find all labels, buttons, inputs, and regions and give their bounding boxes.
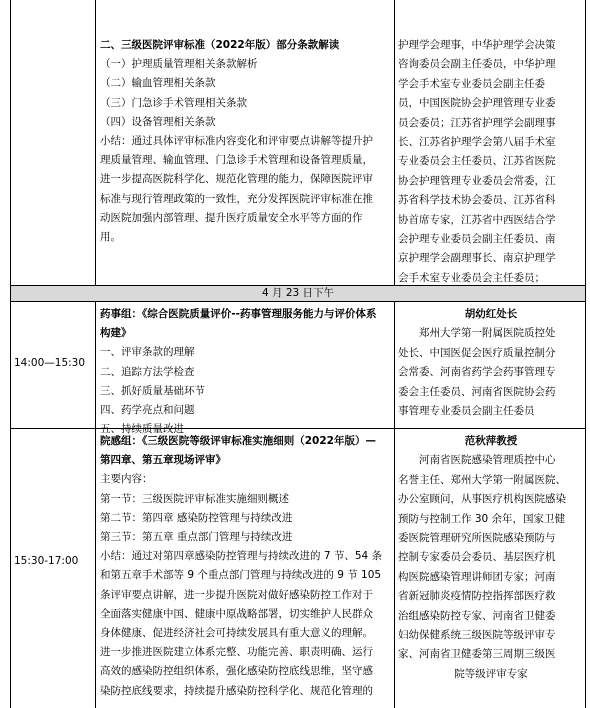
row1-speaker-line: 会护理专业委员会副主任委员、南 xyxy=(398,233,556,246)
row1-speaker-line: 京护理学会副理事长、南京护理学 xyxy=(398,252,556,265)
table-divider-speaker xyxy=(394,0,395,285)
row3-content-line: 主要内容： xyxy=(100,473,153,486)
row3-content-line: 和第五章手术部等 9 个重点部门管理与持续改进的 9 节 105 xyxy=(100,569,382,582)
row2-speaker-line: 会常委、河南省药学会药事管理专 xyxy=(398,366,556,379)
row2-item: 五、持续质量改进 xyxy=(100,423,184,436)
row3-content-line: 第三节：第五章 重点部门管理与持续改进 xyxy=(100,531,293,544)
row1-summary-line: 用。 xyxy=(100,231,121,244)
row2-title-line: 构建》 xyxy=(100,327,132,340)
row3-speaker-line: 委医院管理研究所医院感染预防与 xyxy=(398,532,556,545)
row1-content-cell xyxy=(100,36,392,247)
row2-speaker-line: 事管理专业委员会副主任委员 xyxy=(398,405,535,418)
row3-content-line: 染防控底线要求，持续提升感染防控科学化、规范化管理的 xyxy=(100,684,373,697)
row3-content-line: 第二节：第四章 感染防控管理与持续改进 xyxy=(100,511,293,524)
row2-item: 四、药学亮点和问题 xyxy=(100,404,195,417)
row3-content-line: 第一节：三级医院评审标准实施细则概述 xyxy=(100,492,289,505)
row3-speaker-line: 院等级评审专家 xyxy=(454,667,528,680)
row1-summary-line: 理质量管理、输血管理、门急诊手术管理和设备管理质量， xyxy=(100,154,373,167)
row2-item: 二、追踪方法学检查 xyxy=(100,365,195,378)
row3-speaker-line: 妇幼保健系统三级医院等级评审专 xyxy=(398,629,556,642)
row1-speaker-line: 协会护理管理专业委员会常委，江 xyxy=(398,174,556,187)
table-border-right xyxy=(585,0,586,708)
row1-item: （三）门急诊手术管理相关条款 xyxy=(100,96,247,109)
row3-speaker-line: 名誉主任、郑州大学第一附属医院、 xyxy=(398,473,566,486)
row1-speaker-line: 会手术室专业委员会主任委员； xyxy=(398,271,545,284)
row2-content-cell xyxy=(100,305,392,439)
row3-content-line: 条评审要点讲解，进一步提升医院对做好感染防控工作对于 xyxy=(100,588,373,601)
row1-speaker-line: 咨询委员会副主任委员，中华护理 xyxy=(398,58,556,71)
row3-content-line: 全面落实健康中国、健康中原战略部署，切实维护人民群众 xyxy=(100,607,373,620)
row3-speaker-line: 办公室顾问，从事医疗机构医院感染 xyxy=(398,493,566,506)
row3-speaker-line: 治组感染防控专家、河南省卫健委 xyxy=(398,609,556,622)
row1-item: （二）输血管理相关条款 xyxy=(100,77,216,90)
row3-speaker-line: 构医院感染管理讲师团专家；河南 xyxy=(398,570,556,583)
row1-speaker-line: 专业委员会主任委员、江苏省医院 xyxy=(398,155,556,168)
row3-content-cell xyxy=(100,432,392,701)
row3-content-line: 高效的感染防控组织体系，强化感染防控底线思维，坚守感 xyxy=(100,665,373,678)
row1-speaker-line: 员会委员；江苏省护理学会副理事 xyxy=(398,116,556,129)
row3-title-line: 院感组：《三级医院等级评审标准实施细则（2022年版）— xyxy=(100,435,376,447)
row-divider xyxy=(10,301,586,302)
row1-summary-line: 进一步提高医院科学化、规范化管理的能力，保障医院评审 xyxy=(100,173,373,186)
row2-speaker-line: 处长、中国医促会医疗质量控制分 xyxy=(398,346,556,359)
row3-speaker-name: 范秋萍教授 xyxy=(464,435,518,447)
table-divider-speaker xyxy=(394,301,395,708)
row2-title-line: 药事组：《综合医院质量评价--药事管理服务能力与评价体系 xyxy=(100,308,377,320)
row3-content-line: 小结：通过对第四章感染防控管理与持续改进的 7 节、54 条 xyxy=(100,550,383,563)
row3-time: 15:30-17:00 xyxy=(14,555,79,567)
row3-content-line: 身体健康、促进经济社会可持续发展具有重大意义的理解。 xyxy=(100,627,373,640)
row3-speaker-line: 家、河南省卫健委第三周期三级医 xyxy=(398,648,556,661)
row1-item: （四）设备管理相关条款 xyxy=(100,115,216,128)
row1-speaker-cell xyxy=(398,36,584,288)
row3-speaker-line: 河南省医院感染管理质控中心 xyxy=(419,454,556,467)
row1-summary-line: 小结：通过具体评审标准内容变化和评审要点讲解等提升护 xyxy=(100,135,373,148)
row1-speaker-line: 学会手术室专业委员会副主任委 xyxy=(398,77,545,90)
row2-item: 三、抓好质量基础环节 xyxy=(100,384,205,397)
row1-speaker-line: 苏省科学技术协会委员、江苏省科 xyxy=(398,194,556,207)
row3-speaker-line: 省新冠肺炎疫情防控指挥部医疗救 xyxy=(398,590,556,603)
row1-speaker-line: 员，中国医院协会护理管理专业委 xyxy=(398,97,556,110)
row3-speaker-line: 控制专家委员会委员、基层医疗机 xyxy=(398,551,556,564)
row2-speaker-line: 委会主任委员、河南省医院协会药 xyxy=(398,385,556,398)
table-divider-time xyxy=(95,0,96,708)
row1-summary-line: 动医院加强内部管理、提升医疗质量安全水平等方面的作 xyxy=(100,211,363,224)
row2-speaker-line: 郑州大学第一附属医院质控处 xyxy=(419,327,556,340)
row2-item: 一、评审条款的理解 xyxy=(100,346,195,359)
table-border-left xyxy=(10,0,11,708)
row3-title-line: 第四章、第五章现场评审》 xyxy=(100,454,226,467)
row1-item: （一）护理质量管理相关条款解析 xyxy=(100,58,258,71)
row2-speaker-cell xyxy=(398,305,584,421)
row1-title: 二、三级医院评审标准（2022年版）部分条款解读 xyxy=(100,39,340,51)
date-row xyxy=(11,286,585,301)
row1-speaker-line: 长、江苏省护理学会第八届手术室 xyxy=(398,136,556,149)
row1-speaker-line: 协首席专家，江苏省中西医结合学 xyxy=(398,213,556,226)
row3-speaker-line: 预防与控制工作 30 余年，国家卫健 xyxy=(398,512,566,525)
row3-speaker-cell xyxy=(398,432,584,684)
row2-time: 14:00—15:30 xyxy=(14,357,86,369)
row1-summary-line: 标准与现行管理政策的一致性，充分发挥医院评审标准在推 xyxy=(100,192,373,205)
row3-content-line: 进一步推进医院建立体系完整、功能完善、职责明确、运行 xyxy=(100,646,373,659)
row2-speaker-name: 胡幼红处长 xyxy=(464,308,518,320)
date-label: 4 月 23 日下午 xyxy=(261,287,335,299)
row1-speaker-line: 护理学会理事，中华护理学会决策 xyxy=(398,39,556,51)
